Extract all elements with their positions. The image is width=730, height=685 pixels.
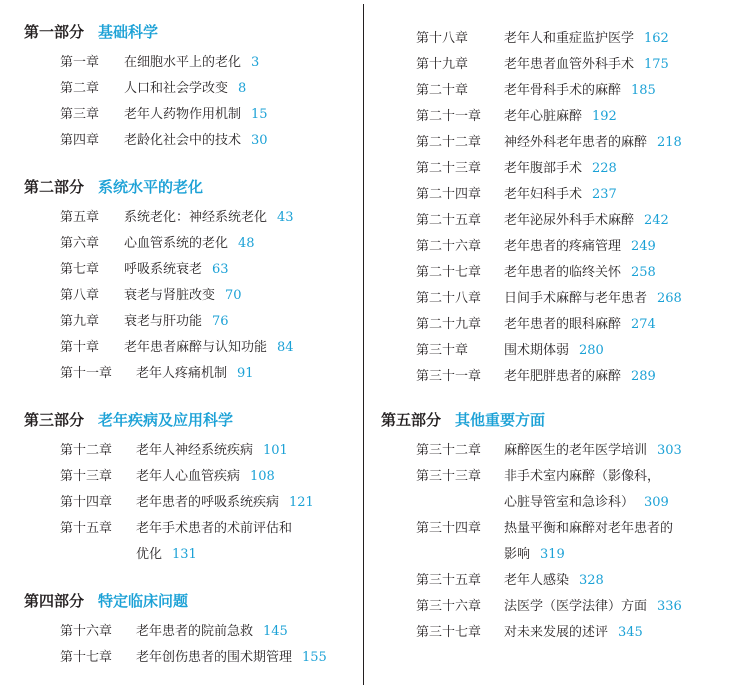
chapter-page-number: 84 xyxy=(277,340,294,355)
chapter-title: 老年腹部手术 xyxy=(504,161,583,176)
part-title: 老年疾病及应用科学 xyxy=(98,411,234,429)
chapter-entry-continued xyxy=(381,542,726,568)
chapter-page-number: 70 xyxy=(225,288,242,303)
chapter-number: 第二十六章 xyxy=(416,239,482,254)
part-number: 第五部分 xyxy=(381,411,442,429)
chapter-number: 第二十章 xyxy=(416,83,469,98)
section-gap xyxy=(24,154,354,174)
part-heading xyxy=(24,174,354,200)
chapter-number: 第三十四章 xyxy=(416,521,482,536)
chapter-entry xyxy=(381,438,726,464)
chapter-page-number: 30 xyxy=(251,133,268,148)
chapter-entry xyxy=(24,50,354,76)
chapter-entry-continued xyxy=(381,490,726,516)
chapter-number: 第三十六章 xyxy=(416,599,482,614)
section-gap xyxy=(24,568,354,588)
chapter-title: 系统老化：神经系统老化 xyxy=(124,210,268,225)
part-heading xyxy=(24,588,354,614)
chapter-entry xyxy=(381,286,726,312)
chapter-page-number: 280 xyxy=(579,343,604,358)
chapter-title: 老年创伤患者的围术期管理 xyxy=(136,650,293,665)
chapter-title: 衰老与肾脏改变 xyxy=(124,288,216,303)
chapter-title: 神经外科老年患者的麻醉 xyxy=(504,135,648,150)
chapter-title: 热量平衡和麻醉对老年患者的 xyxy=(504,521,674,536)
chapter-page-number: 336 xyxy=(657,599,682,614)
section-gap xyxy=(381,390,726,407)
chapter-entry xyxy=(381,78,726,104)
chapter-number: 第四章 xyxy=(60,133,100,148)
chapter-title: 人口和社会学改变 xyxy=(124,81,229,96)
chapter-title: 老年妇科手术 xyxy=(504,187,583,202)
chapter-title: 老年人疼痛机制 xyxy=(136,366,228,381)
chapter-number: 第六章 xyxy=(60,236,100,251)
part-title: 特定临床问题 xyxy=(98,592,189,610)
chapter-entry xyxy=(24,516,354,542)
chapter-title: 老年肥胖患者的麻醉 xyxy=(504,369,622,384)
chapter-title: 呼吸系统衰老 xyxy=(124,262,203,277)
chapter-page-number: 48 xyxy=(238,236,255,251)
chapter-page-number: 242 xyxy=(644,213,669,228)
chapter-title: 老年手术患者的术前评估和 xyxy=(136,521,293,536)
chapter-page-number: 274 xyxy=(631,317,656,332)
chapter-entry xyxy=(381,234,726,260)
chapter-entry xyxy=(24,438,354,464)
chapter-number: 第二十五章 xyxy=(416,213,482,228)
chapter-entry xyxy=(381,364,726,390)
chapter-entry xyxy=(24,205,354,231)
chapter-page-number: 328 xyxy=(579,573,604,588)
chapter-entry xyxy=(24,231,354,257)
chapter-title: 老年人心血管疾病 xyxy=(136,469,241,484)
part-number: 第三部分 xyxy=(24,411,85,429)
chapter-title: 非手术室内麻醉（影像科， xyxy=(504,469,661,484)
chapter-title: 日间手术麻醉与老年患者 xyxy=(504,291,648,306)
chapter-page-number: 303 xyxy=(657,443,682,458)
chapter-number: 第十七章 xyxy=(60,650,113,665)
chapter-number: 第二十四章 xyxy=(416,187,482,202)
chapter-page-number: 121 xyxy=(289,495,314,510)
part-title: 基础科学 xyxy=(98,23,159,41)
chapter-number: 第三十章 xyxy=(416,343,469,358)
chapter-title: 老年人药物作用机制 xyxy=(124,107,242,122)
chapter-title: 老年患者的临终关怀 xyxy=(504,265,622,280)
chapter-page-number: 145 xyxy=(263,624,288,639)
chapter-number: 第三章 xyxy=(60,107,100,122)
chapter-entry xyxy=(24,490,354,516)
chapter-entry xyxy=(24,361,354,387)
chapter-page-number: 185 xyxy=(631,83,656,98)
chapter-number: 第七章 xyxy=(60,262,100,277)
chapter-number: 第九章 xyxy=(60,314,100,329)
part-number: 第二部分 xyxy=(24,178,85,196)
chapter-number: 第二十九章 xyxy=(416,317,482,332)
chapter-number: 第八章 xyxy=(60,288,100,303)
chapter-number: 第二十八章 xyxy=(416,291,482,306)
chapter-title: 老年患者的院前急救 xyxy=(136,624,254,639)
chapter-entry xyxy=(381,338,726,364)
chapter-title: 老年心脏麻醉 xyxy=(504,109,583,124)
chapter-number: 第十八章 xyxy=(416,31,469,46)
chapter-number: 第十二章 xyxy=(60,443,113,458)
chapter-page-number: 3 xyxy=(251,55,260,70)
chapter-number: 第十六章 xyxy=(60,624,113,639)
chapter-title: 法医学（医学法律）方面 xyxy=(504,599,648,614)
chapter-number: 第二十三章 xyxy=(416,161,482,176)
part-heading xyxy=(24,19,354,45)
chapter-number: 第三十五章 xyxy=(416,573,482,588)
chapter-entry xyxy=(381,568,726,594)
chapter-entry xyxy=(381,130,726,156)
chapter-number: 第十一章 xyxy=(60,366,113,381)
chapter-title: 老年人感染 xyxy=(504,573,570,588)
chapter-title: 老年泌尿外科手术麻醉 xyxy=(504,213,635,228)
chapter-title: 老年人神经系统疾病 xyxy=(136,443,254,458)
chapter-title: 老年患者的呼吸系统疾病 xyxy=(136,495,280,510)
chapter-title: 麻醉医生的老年医学培训 xyxy=(504,443,648,458)
chapter-number: 第十九章 xyxy=(416,57,469,72)
chapter-title: 老年患者的疼痛管理 xyxy=(504,239,622,254)
chapter-entry xyxy=(24,283,354,309)
chapter-number: 第三十二章 xyxy=(416,443,482,458)
chapter-entry xyxy=(24,257,354,283)
chapter-page-number: 249 xyxy=(631,239,656,254)
chapter-entry xyxy=(381,516,726,542)
chapter-entry xyxy=(381,26,726,52)
chapter-page-number: 289 xyxy=(631,369,656,384)
chapter-entry xyxy=(24,128,354,154)
chapter-number: 第一章 xyxy=(60,55,100,70)
part-number: 第四部分 xyxy=(24,592,85,610)
chapter-page-number: 63 xyxy=(212,262,229,277)
chapter-entry-continued xyxy=(24,542,354,568)
chapter-page-number: 91 xyxy=(237,366,254,381)
chapter-title: 老年患者的眼科麻醉 xyxy=(504,317,622,332)
chapter-page-number: 218 xyxy=(657,135,682,150)
chapter-number: 第二章 xyxy=(60,81,100,96)
chapter-page-number: 131 xyxy=(172,547,197,562)
chapter-page-number: 237 xyxy=(592,187,617,202)
chapter-title: 对未来发展的述评 xyxy=(504,625,609,640)
chapter-title: 老年骨科手术的麻醉 xyxy=(504,83,622,98)
chapter-title: 衰老与肝功能 xyxy=(124,314,203,329)
part-title: 其他重要方面 xyxy=(455,411,546,429)
chapter-page-number: 43 xyxy=(277,210,294,225)
chapter-page-number: 8 xyxy=(238,81,247,96)
chapter-page-number: 162 xyxy=(644,31,669,46)
chapter-page-number: 228 xyxy=(592,161,617,176)
chapter-page-number: 15 xyxy=(251,107,268,122)
chapter-number: 第三十一章 xyxy=(416,369,482,384)
chapter-entry xyxy=(381,312,726,338)
chapter-number: 第三十七章 xyxy=(416,625,482,640)
chapter-page-number: 268 xyxy=(657,291,682,306)
chapter-entry xyxy=(381,156,726,182)
chapter-title: 在细胞水平上的老化 xyxy=(124,55,242,70)
chapter-page-number: 155 xyxy=(302,650,327,665)
part-heading xyxy=(381,407,726,433)
chapter-page-number: 258 xyxy=(631,265,656,280)
chapter-entry xyxy=(24,335,354,361)
chapter-page-number: 101 xyxy=(263,443,288,458)
chapter-entry xyxy=(24,645,354,671)
chapter-page-number: 175 xyxy=(644,57,669,72)
chapter-title-continued: 心脏导管室和急诊科） xyxy=(504,495,635,510)
chapter-page-number: 108 xyxy=(250,469,275,484)
chapter-entry xyxy=(24,619,354,645)
chapter-number: 第二十一章 xyxy=(416,109,482,124)
chapter-entry xyxy=(381,464,726,490)
chapter-number: 第十章 xyxy=(60,340,100,355)
chapter-title: 老年患者血管外科手术 xyxy=(504,57,635,72)
chapter-number: 第十五章 xyxy=(60,521,113,536)
chapter-title: 围术期体弱 xyxy=(504,343,570,358)
chapter-entry xyxy=(381,52,726,78)
toc-left-column xyxy=(24,19,354,671)
chapter-entry xyxy=(381,620,726,646)
part-number: 第一部分 xyxy=(24,23,85,41)
chapter-number: 第五章 xyxy=(60,210,100,225)
chapter-page-number: 309 xyxy=(644,495,669,510)
chapter-number: 第十三章 xyxy=(60,469,113,484)
column-divider xyxy=(363,4,364,685)
chapter-entry xyxy=(24,76,354,102)
toc-right-column xyxy=(381,26,726,646)
chapter-entry xyxy=(381,594,726,620)
chapter-title: 老龄化社会中的技术 xyxy=(124,133,242,148)
chapter-title-continued: 影响 xyxy=(504,547,531,562)
chapter-number: 第二十二章 xyxy=(416,135,482,150)
chapter-title: 老年人和重症监护医学 xyxy=(504,31,635,46)
chapter-entry xyxy=(381,182,726,208)
part-title: 系统水平的老化 xyxy=(98,178,204,196)
chapter-number: 第三十三章 xyxy=(416,469,482,484)
chapter-entry xyxy=(381,104,726,130)
chapter-title: 心血管系统的老化 xyxy=(124,236,229,251)
chapter-number: 第十四章 xyxy=(60,495,113,510)
chapter-page-number: 345 xyxy=(618,625,643,640)
chapter-page-number: 192 xyxy=(592,109,617,124)
chapter-title: 老年患者麻醉与认知功能 xyxy=(124,340,268,355)
part-heading xyxy=(24,407,354,433)
section-gap xyxy=(24,387,354,407)
chapter-entry xyxy=(381,208,726,234)
chapter-entry xyxy=(24,464,354,490)
chapter-page-number: 76 xyxy=(212,314,229,329)
chapter-number: 第二十七章 xyxy=(416,265,482,280)
chapter-entry xyxy=(381,260,726,286)
chapter-entry xyxy=(24,309,354,335)
chapter-entry xyxy=(24,102,354,128)
chapter-title-continued: 优化 xyxy=(136,547,163,562)
chapter-page-number: 319 xyxy=(540,547,565,562)
